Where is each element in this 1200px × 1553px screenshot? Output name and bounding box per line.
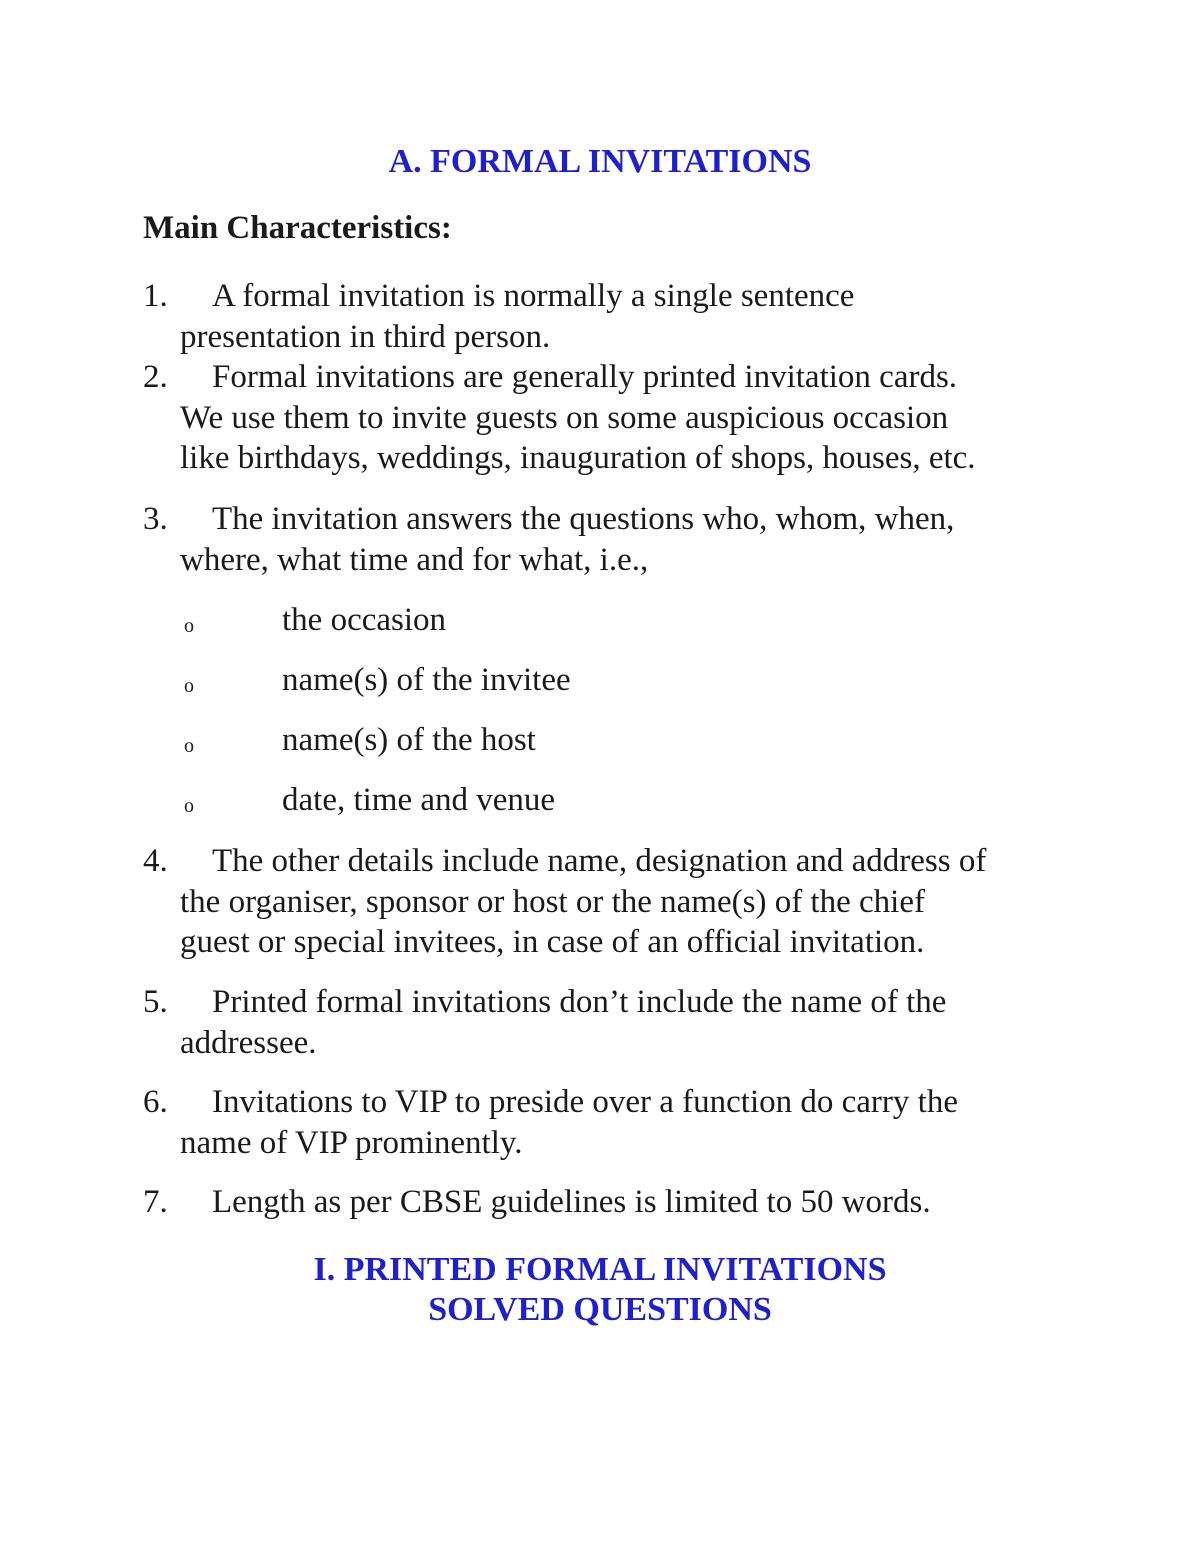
list-item-line: addressee. bbox=[180, 1024, 317, 1061]
list-item-line: A formal invitation is normally a single sentence bbox=[212, 278, 855, 314]
list-item-number: 3. bbox=[143, 501, 168, 537]
sub-bullet-text: name(s) of the host bbox=[282, 722, 536, 758]
list-item-line: the organiser, sponsor or host or the name(s) of the chief bbox=[180, 883, 925, 920]
list-item-number: 2. bbox=[143, 359, 168, 395]
section-heading: Main Characteristics: bbox=[143, 210, 452, 246]
list-item-line: where, what time and for what, i.e., bbox=[180, 541, 649, 578]
list-item-line: Length as per CBSE guidelines is limited to 50 words. bbox=[212, 1184, 931, 1220]
list-item-line: The invitation answers the questions who, whom, when, bbox=[212, 501, 955, 537]
bullet-circle-icon: o bbox=[184, 735, 194, 757]
list-item-line: name of VIP prominently. bbox=[180, 1124, 523, 1161]
subsection-title: I. PRINTED FORMAL INVITATIONS bbox=[313, 1251, 887, 1288]
list-item-number: 1. bbox=[143, 278, 168, 314]
list-item-line: Printed formal invitations don’t include the name of the bbox=[212, 984, 947, 1020]
subsection-subtitle: SOLVED QUESTIONS bbox=[428, 1291, 772, 1328]
list-item-line: We use them to invite guests on some auspicious occasion bbox=[180, 399, 949, 436]
list-item-line: presentation in third person. bbox=[180, 318, 551, 355]
list-item-line: guest or special invitees, in case of an official invitation. bbox=[180, 924, 925, 960]
sub-bullet-text: the occasion bbox=[282, 602, 447, 638]
page-title: A. FORMAL INVITATIONS bbox=[388, 143, 812, 180]
list-item-line: Formal invitations are generally printed invitation cards. bbox=[212, 359, 958, 395]
bullet-circle-icon: o bbox=[184, 675, 194, 697]
list-item-line: like birthdays, weddings, inauguration of shops, houses, etc. bbox=[180, 440, 976, 476]
list-item-line: Invitations to VIP to preside over a function do carry the bbox=[212, 1084, 958, 1120]
sub-bullet-text: date, time and venue bbox=[282, 782, 556, 818]
bullet-circle-icon: o bbox=[184, 615, 194, 637]
sub-bullet-text: name(s) of the invitee bbox=[282, 662, 571, 698]
list-item-number: 6. bbox=[143, 1084, 168, 1120]
list-item-number: 7. bbox=[143, 1184, 168, 1220]
bullet-circle-icon: o bbox=[184, 795, 194, 817]
list-item-number: 5. bbox=[143, 984, 168, 1020]
list-item-number: 4. bbox=[143, 843, 168, 879]
list-item-line: The other details include name, designation and address of bbox=[212, 843, 987, 879]
